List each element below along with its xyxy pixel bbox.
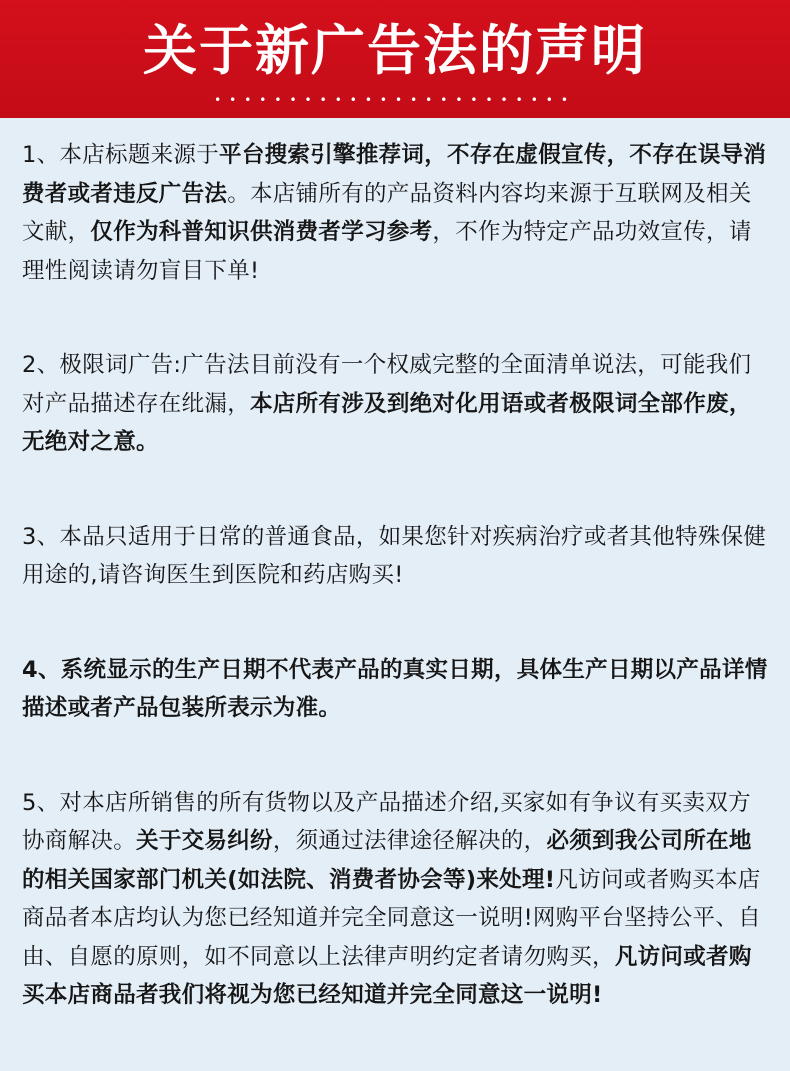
- paragraph-4: [22, 651, 772, 728]
- paragraph-2-text-1: 2、极限词广告:广告法目前没有一个权威完整的全面清单说法，可能我们对产品描述存在纰漏，: [22, 352, 752, 417]
- paragraph-5-text-2: ，须通过法律途径解决的，: [272, 828, 547, 854]
- paragraph-1-text-2: 。本店铺所有的产品资料内容均来源于互联网及相关文献，: [22, 180, 752, 245]
- paragraph-5-bold-2: 必须到我公司所在地的相关国家部门机关(如法院、消费者协会等)来处理!: [22, 828, 752, 893]
- paragraph-5-text-3: 凡访问或者购买本店商品者本店均认为您已经知道并完全同意这一说明!网购平台坚持公平、自由、自愿的原则，如不同意以上法律声明约定者请勿购买，: [22, 866, 761, 970]
- paragraph-1: [22, 136, 772, 290]
- paragraph-4-bold-1: 4、系统显示的生产日期不代表产品的真实日期，具体生产日期以产品详情描述或者产品包装所表示为准。: [22, 656, 768, 721]
- paragraph-5: [22, 784, 772, 1015]
- paragraph-5-bold-1: 关于交易纠纷: [136, 828, 273, 854]
- paragraph-3-text-1: 3、本品只适用于日常的普通食品，如果您针对疾病治疗或者其他特殊保健用途的,请咨询医生到医院和药店购买!: [22, 523, 767, 588]
- paragraph-3: [22, 518, 772, 595]
- paragraph-2: [22, 346, 772, 462]
- paragraph-1-bold-1: 平台搜索引擎推荐词，不存在虚假宣传，不存在误导消费者或者违反广告法: [22, 142, 767, 207]
- paragraph-5-text-1: 5、对本店所销售的所有货物以及产品描述介绍,买家如有争议有买卖双方协商解决。: [22, 789, 751, 854]
- decorative-dots: ••••••••••••••••••••••••: [214, 93, 576, 107]
- statement-body: [22, 136, 772, 1071]
- paragraph-2-bold-1: 本店所有涉及到绝对化用语或者极限词全部作废，无绝对之意。: [22, 390, 752, 455]
- page-title: 关于新广告法的声明: [143, 19, 647, 82]
- header-banner: [0, 0, 790, 118]
- paragraph-1-text-1: 1、本店标题来源于: [22, 142, 220, 168]
- paragraph-5-bold-3: 凡访问或者购买本店商品者我们将视为您已经知道并完全同意这一说明!: [22, 943, 752, 1008]
- paragraph-1-bold-2: 仅作为科普知识供消费者学习参考: [90, 219, 433, 245]
- paragraph-1-text-3: ，不作为特定产品功效宣传，请理性阅读请勿盲目下单!: [22, 219, 752, 284]
